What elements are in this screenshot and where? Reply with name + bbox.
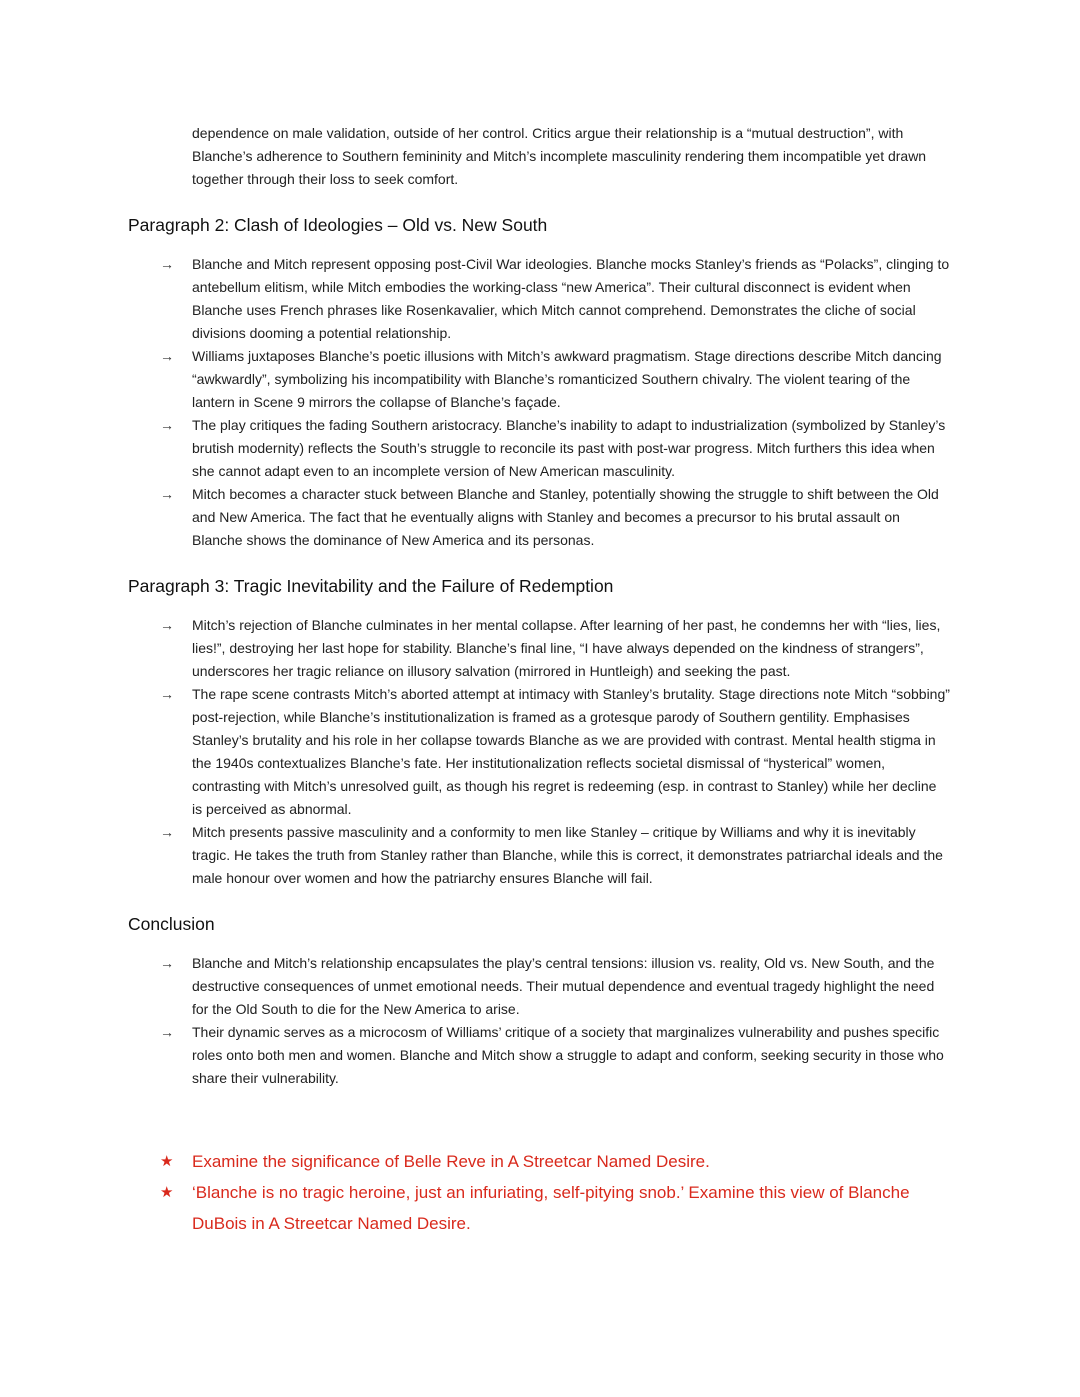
section-heading-paragraph-3: Paragraph 3: Tragic Inevitability and the Failure of Redemption — [128, 576, 614, 596]
star-icon: ★ — [160, 1153, 174, 1170]
bullet-text: Mitch presents passive masculinity and a conformity to men like Stanley – critique by Williams and why it is inevitably tragic. He takes the truth from Stanley rather than Blanche, while this is correct, it demonstrates patriarchal ideals and the male honour over women and how the patriarchy ensures Blanche will fail. — [192, 824, 943, 886]
arrow-icon: → — [160, 417, 174, 433]
bullet-text: Their dynamic serves as a microcosm of Williams’ critique of a society that marginalizes vulnerability and pushes specific roles onto both men and women. Blanche and Mitch show a struggle to adapt and conform, seeking security in those who share their vulnerability. — [192, 1024, 944, 1086]
arrow-icon: → — [160, 686, 174, 702]
arrow-icon: → — [160, 486, 174, 502]
bullet-text: Blanche and Mitch represent opposing post-Civil War ideologies. Blanche mocks Stanley’s friends as “Polacks”, clinging to antebellum elitism, while Mitch embodies the working-class “new America”. Their cultural disconnect is evident when Blanche uses French phrases like Rosenkavalier, which Mitch cannot comprehend. Demonstrates the cliche of social divisions dooming a potential relationship. — [192, 256, 950, 341]
bullet-item — [160, 253, 950, 345]
bullet-item — [160, 483, 950, 552]
bullet-text: Williams juxtaposes Blanche’s poetic illusions with Mitch’s awkward pragmatism. Stage directions describe Mitch dancing “awkwardly”, symbolizing his incompatibility with Blanche’s romanticized Southern chivalry. The violent tearing of the lantern in Scene 9 mirrors the collapse of Blanche’s façade. — [192, 348, 942, 410]
continuation-paragraph: dependence on male validation, outside of her control. Critics argue their relationship is a “mutual destruction”, with Blanche’s adherence to Southern femininity and Mitch’s incomplete masculinity rendering them incompatible yet drawn together through their loss to seek comfort. — [192, 125, 927, 187]
bullet-text: Blanche and Mitch’s relationship encapsulates the play’s central tensions: illusion vs. reality, Old vs. New South, and the destructive consequences of unmet emotional needs. Their mutual dependence and eventual tragedy highlight the need for the Old South to die for the New America to arise. — [192, 955, 935, 1017]
question-text: Examine the significance of Belle Reve in A Streetcar Named Desire. — [192, 1152, 710, 1171]
bullet-item — [160, 683, 950, 821]
bullet-item — [160, 1021, 950, 1090]
bullet-text: The rape scene contrasts Mitch’s aborted attempt at intimacy with Stanley’s brutality. Stage directions note Mitch “sobbing” post-rejection, while Blanche’s institutionalization is framed as a grotesque parody of Southern gentility. Emphasises Stanley’s brutality and his role in her collapse towards Blanche as we are provided with contrast. Mental health stigma in the 1940s contextualizes Blanche’s fate. Her institutionalization reflects societal dismissal of “hysterical” women, contrasting with Mitch’s unresolved guilt, as though his regret is redeeming (esp. in contrast to Stanley) while her decline is perceived as abnormal. — [192, 686, 950, 817]
bullet-item — [160, 614, 950, 683]
arrow-icon: → — [160, 256, 174, 272]
bullet-text: The play critiques the fading Southern aristocracy. Blanche’s inability to adapt to industrialization (symbolized by Stanley’s brutish modernity) reflects the South’s struggle to reconcile its past with post-war progress. Mitch furthers this idea when she cannot adapt even to an incomplete version of New American masculinity. — [192, 417, 946, 479]
bullet-list — [160, 952, 950, 1090]
bullet-list — [160, 253, 950, 552]
arrow-icon: → — [160, 617, 174, 633]
question-text: ‘Blanche is no tragic heroine, just an infuriating, self-pitying snob.’ Examine this view of Blanche DuBois in A Streetcar Named Desire. — [192, 1183, 910, 1233]
bullet-list — [160, 614, 950, 890]
arrow-icon: → — [160, 348, 174, 364]
bullet-text: Mitch becomes a character stuck between Blanche and Stanley, potentially showing the struggle to shift between the Old and New America. The fact that he eventually aligns with Stanley and becomes a precursor to his brutal assault on Blanche shows the dominance of New America and its personas. — [192, 486, 939, 548]
arrow-icon: → — [160, 824, 174, 840]
essay-questions — [160, 1146, 950, 1239]
question-item — [160, 1146, 950, 1177]
star-icon: ★ — [160, 1184, 174, 1201]
bullet-item — [160, 345, 950, 414]
bullet-item — [160, 952, 950, 1021]
arrow-icon: → — [160, 955, 174, 971]
arrow-icon: → — [160, 1024, 174, 1040]
bullet-item — [160, 414, 950, 483]
question-item — [160, 1177, 950, 1239]
section-heading-paragraph-2: Paragraph 2: Clash of Ideologies – Old vs. New South — [128, 215, 548, 235]
bullet-text: Mitch’s rejection of Blanche culminates in her mental collapse. After learning of her past, he condemns her with “lies, lies, lies!”, destroying her last hope for stability. Blanche’s final line, “I have always depended on the kindness of strangers”, underscores her tragic reliance on illusory salvation (mirrored in Huntleigh) and seeking the past. — [192, 617, 941, 679]
bullet-item — [160, 821, 950, 890]
section-heading-conclusion: Conclusion — [128, 914, 215, 934]
